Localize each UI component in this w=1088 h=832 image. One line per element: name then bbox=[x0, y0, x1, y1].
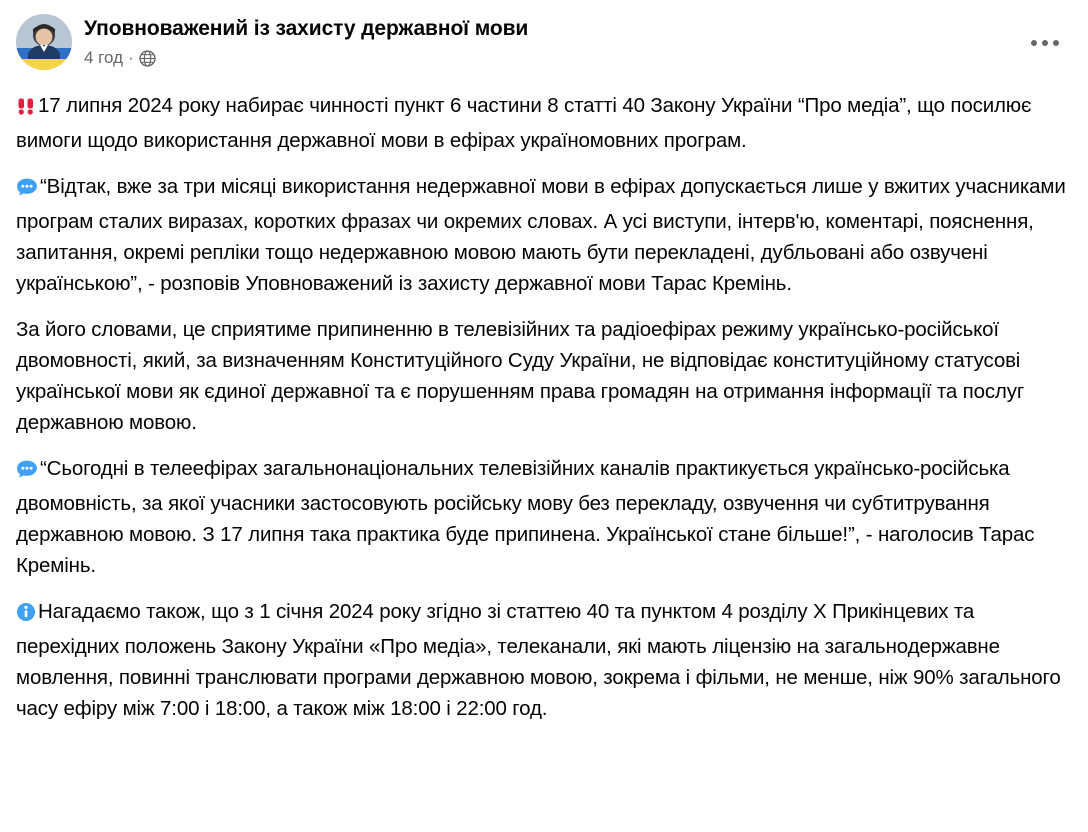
ellipsis-dot bbox=[1053, 40, 1059, 46]
speech-balloon-emoji bbox=[16, 175, 38, 206]
avatar[interactable] bbox=[16, 14, 72, 70]
post-header bbox=[16, 14, 1072, 76]
post-paragraph-text: Нагадаємо також, що з 1 січня 2024 року згідно зі статтею 40 та пунктом 4 розділу Х Прикінцевих та перехідних положень Закону України «Про медіа», телеканали, які мають ліцензію на загальнодержавне мовлення, повинні транслювати програми державною мовою, зокрема і фільми, не менше, ніж 90% загального часу ефіру між 7:00 і 18:00, а також між 18:00 і 22:00 год. bbox=[16, 600, 1061, 720]
speech-balloon-emoji bbox=[16, 457, 38, 488]
post-body bbox=[16, 90, 1072, 724]
post-timestamp[interactable]: 4 год bbox=[84, 48, 124, 67]
ellipsis-dot bbox=[1031, 40, 1037, 46]
globe-icon[interactable] bbox=[139, 50, 156, 67]
post-paragraph bbox=[16, 314, 1072, 438]
information-emoji bbox=[16, 600, 36, 631]
post-paragraph-text: 17 липня 2024 року набирає чинності пункт 6 частини 8 статті 40 Закону України “Про медіа”, що посилює вимоги щодо використання державної мови в ефірах україномовних програм. bbox=[16, 94, 1032, 152]
ellipsis-icon[interactable] bbox=[1024, 30, 1066, 56]
ellipsis-dot bbox=[1042, 40, 1048, 46]
post-paragraph-text: “Відтак, вже за три місяці використання недержавної мови в ефірах допускається лише у вжитих учасниками програм сталих виразах, коротких фразах чи окремих словах. А усі виступи, інтерв'ю, коментарі, пояснення, запитання, окремі репліки тощо недержавною мовою мають бути перекладені, дубльовані або озвучені українською”, - розповів Уповноважений із захисту державної мови Тарас Кремінь. bbox=[16, 175, 1066, 295]
post-paragraph bbox=[16, 90, 1072, 156]
post-header-text bbox=[84, 14, 1072, 68]
post-paragraph bbox=[16, 596, 1072, 724]
double-exclamation-emoji bbox=[16, 94, 36, 125]
page-name[interactable]: Уповноважений із захисту державної мови bbox=[84, 17, 529, 40]
post-paragraph-text: “Сьогодні в телеефірах загальнонаціональних телевізійних каналів практикується українсько-російська двомовність, за якої учасники застосовують російську мову без перекладу, озвучення чи субтитрування державною мовою. З 17 липня така практика буде припинена. Української стане більше!”, - наголосив Тарас Кремінь. bbox=[16, 457, 1035, 577]
post-paragraph bbox=[16, 453, 1072, 581]
meta-separator: · bbox=[128, 48, 134, 67]
post-paragraph-text: За його словами, це сприятиме припиненню в телевізійних та радіоефірах режиму українсько-російської двомовності, який, за визначенням Конституційного Суду України, не відповідає конституційному статусові української мови як єдиної державної та є порушенням права громадян на отримання інформації та послуг державною мовою. bbox=[16, 318, 1025, 434]
post-meta bbox=[84, 48, 1072, 68]
post-paragraph bbox=[16, 171, 1072, 299]
